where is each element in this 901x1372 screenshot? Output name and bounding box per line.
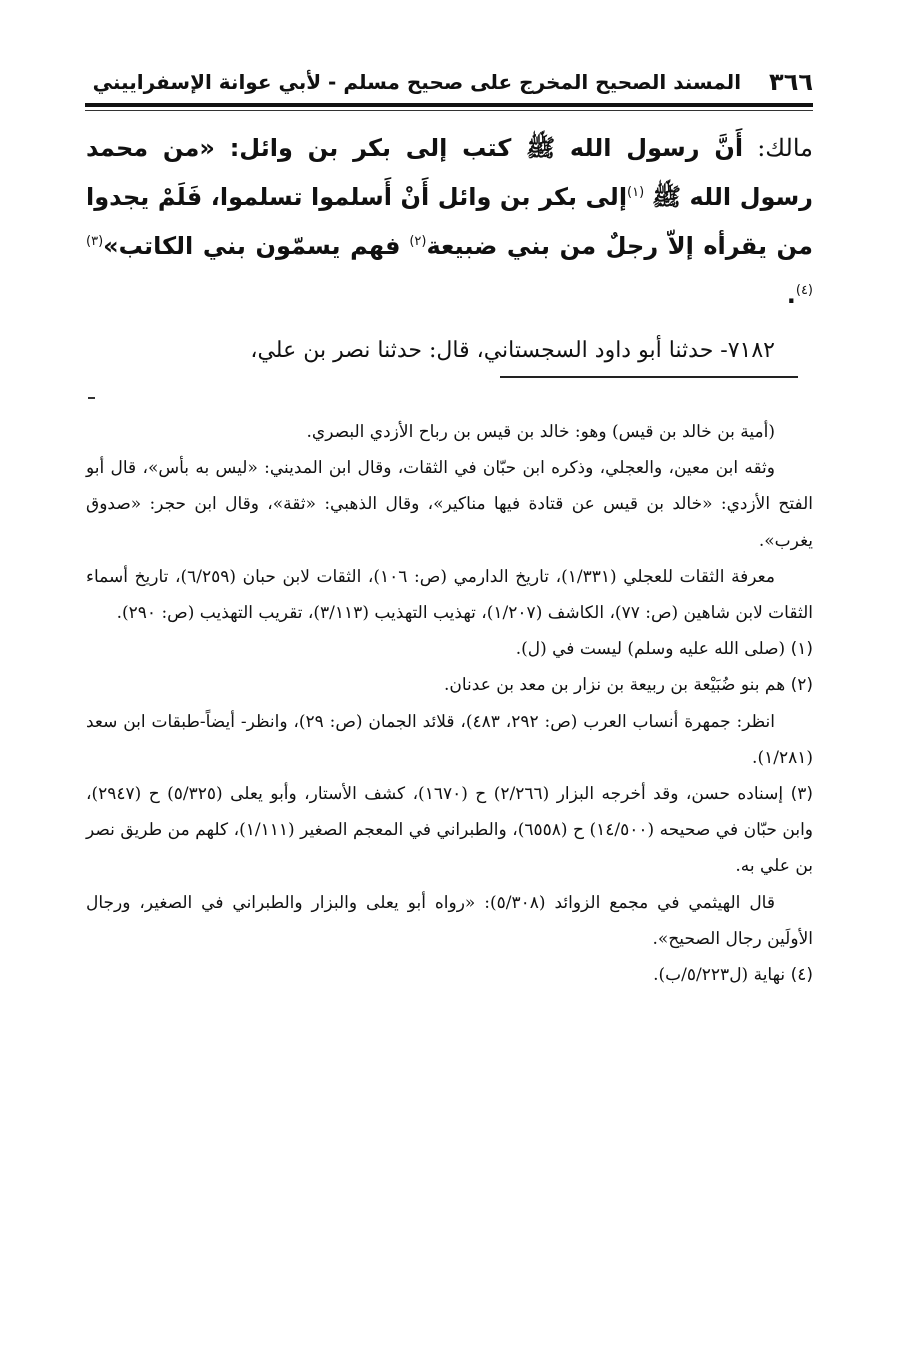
- footnote-ref-2: (٢): [409, 234, 427, 249]
- header-rule: [85, 103, 813, 107]
- footnote-2-para2-text: انظر: جمهرة أنساب العرب (ص: ٢٩٢، ٤٨٣)، قلائد الجمان (ص: ٢٩)، وانظر- أيضاً-طبقات ابن سعد (١/٢٨١).: [86, 711, 813, 768]
- footnote-3-number: (٣): [790, 784, 814, 805]
- text-segment-1: أَنَّ رسول الله ﷺ كتب إلى بكر بن وائل: «من محمد رسول الله ﷺ: [86, 134, 813, 211]
- footnote-4-number: (٤): [790, 965, 813, 986]
- footnote-2-text: هم بنو ضُبَيْعة بن ربيعة بن نزار بن معد بن عدنان.: [443, 675, 786, 696]
- header-title: المسند الصحيح المخرج على صحيح مسلم - لأبي عوانة الإسفراييني: [92, 70, 742, 94]
- footnote-3-para2-text: قال الهيثمي في مجمع الزوائد (٥/٣٠٨): «رواه أبو يعلى والبزار والطبراني في الصغير، ورجال الأولَين رجال الصحيح».: [86, 892, 813, 949]
- footnote-ref-1: (١): [627, 185, 645, 200]
- footnote-3: [86, 776, 813, 885]
- footnote-continued-para3-text: معرفة الثقات للعجلي (١/٣٣١)، تاريخ الدارمي (ص: ١٠٦)، الثقات لابن حبان (٦/٢٥٩)، تاريخ أسماء الثقات لابن شاهين (ص: ٧٧)، الكاشف (١/٢٠٧)، تهذيب التهذيب (٣/١١٣)، تقريب التهذيب (ص: ٢٩٠).: [86, 566, 813, 624]
- narrator-name: مالك:: [757, 134, 813, 162]
- footnote-4-text: نهاية (ل٥/٢٢٣/ب).: [653, 965, 786, 986]
- footnote-3-text: إسناده حسن، وقد أخرجه البزار (٢/٢٦٦) ح (١٦٧٠)، كشف الأستار، وأبو يعلى (٥/٣٢٥) ح (٢٩٤٧)، وابن حبّان في صحيحه (١٤/٥٠٠) ح (٦٥٥٨)، والطبراني في المعجم الصغير (١/١١١)، كلهم من طريق نصر بن علي به.: [86, 784, 813, 877]
- header-rule-thin: [85, 110, 813, 111]
- footnote-continued-line1: (أمية بن خالد بن قيس) وهو: خالد بن قيس بن رباح الأزدي البصري.: [306, 422, 775, 442]
- footnote-3-para2: [86, 885, 813, 957]
- footnote-1-number: (١): [790, 639, 813, 660]
- text-segment-2: إلى بكر بن وائل أَنْ أَسلموا تسلموا، فَلَمْ يجدوا من يقرأه إلاّ رجلٌ من بني ضبيعة: [86, 183, 814, 260]
- running-header: [85, 62, 813, 102]
- footnote-1-text: (صلى الله عليه وسلم) ليست في (ل).: [515, 639, 786, 660]
- footnote-2: [86, 667, 813, 703]
- hadith-number-line: ٧١٨٢- حدثنا أبو داود السجستاني، قال: حدثنا نصر بن علي،: [250, 338, 775, 363]
- continuation-mark: [88, 397, 95, 399]
- footnote-continued-para2: [86, 450, 813, 559]
- footnote-continued-para2-text: وثقه ابن معين، والعجلي، وذكره ابن حبّان في الثقات، وقال ابن المديني: «ليس به بأس»، قال أبو الفتح الأزدي: «خالد بن قيس عن قتادة فيها مناكير»، وقال الذهبي: «ثقة»، وقال ابن حجر: «صدوق يغرب».: [86, 458, 813, 551]
- footnote-4: [86, 957, 813, 993]
- hadith-text: [86, 124, 813, 320]
- footnote-1: [86, 631, 813, 667]
- page-number: ٣٦٦: [769, 68, 813, 96]
- text-end: .: [786, 281, 796, 309]
- footnote-2-number: (٢): [790, 675, 813, 696]
- footnote-ref-3-4: (٣)(٤): [86, 234, 813, 298]
- footnote-separator: [500, 376, 798, 378]
- footnotes: [86, 414, 813, 993]
- main-text: [86, 124, 813, 375]
- footnote-continued-para3: [86, 559, 813, 631]
- text-segment-3: فهم يسمّون بني الكاتب»: [103, 232, 401, 260]
- footnote-2-para2: [86, 704, 813, 776]
